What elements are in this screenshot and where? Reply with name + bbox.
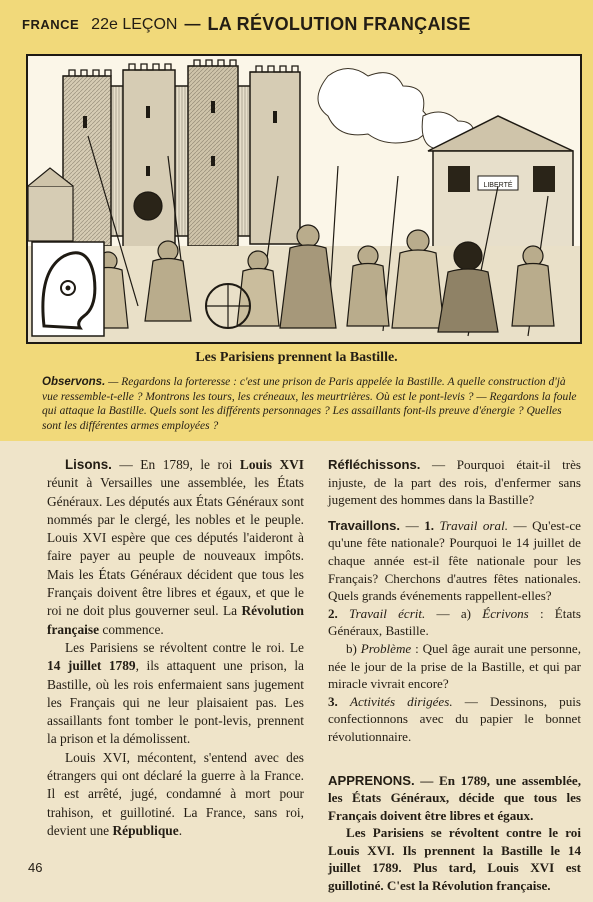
page-number: 46 xyxy=(28,860,43,875)
problem-title: Problème xyxy=(360,640,412,656)
lesson-number: 22e LEÇON xyxy=(91,15,178,33)
bonnet-inset xyxy=(32,242,104,336)
lisons-paragraph-1 xyxy=(47,456,304,639)
lesson-title: LA RÉVOLUTION FRANÇAISE xyxy=(207,14,471,34)
travaillons-problem xyxy=(328,640,581,693)
reflechissons-text: — Pourquoi était-il très injuste, de la part des rois, d'enfermer sans jugement des hommes dans la Bastille? xyxy=(328,457,581,508)
illustration-caption: Les Parisiens prennent la Bastille. xyxy=(195,350,398,365)
spacer xyxy=(328,509,581,517)
problem-text: : Quel âge aurait une personne, née le jour de la prise de la Bastille, et qui par miracle vivrait encore? xyxy=(328,640,582,692)
ecrivons-title: Écrivons xyxy=(482,605,529,621)
lisons-paragraph-3 xyxy=(47,749,304,840)
item-number: 3. xyxy=(328,693,338,709)
king-name: Louis XVI xyxy=(239,457,304,472)
right-column xyxy=(328,456,581,895)
apprenons-text: — En 1789, une assemblée, les États Généraux, décide que tous les Français doivent être libres et égaux. xyxy=(328,772,581,823)
lisons-text: réunit à Versailles une assemblée, les États Généraux. Les députés aux États Généraux sont nommés par le clergé, les nobles et le peuple. Louis XVI espère que ces députés l'aideront à faire payer au peuple de nouveaux impôts. Mais les États Généraux décident que tous les Français doivent être libres et égaux, et que le roi ne doit plus gouverner seul. La xyxy=(47,475,304,619)
oral-work-title: Travail oral. xyxy=(439,517,508,533)
observons-text: — Regardons la forteresse : c'est une prison de Paris appelée la Bastille. A quelle construction d'jà vue ressemble-t-elle ? Montrons les tours, les créneaux, les meurtrières. Où est le pont-levis ? — Regardons la foule qui attaque la Bastille. Quels sont les différents personnages ? Les assaillants font-ils preuve d'énergie ? Quelles sont les différentes armes employées ? xyxy=(42,376,577,432)
lisons-text: commence. xyxy=(99,621,164,637)
travaillons-item-1 xyxy=(328,517,581,605)
bastille-drawing xyxy=(28,56,580,342)
apprenons-label: APPRENONS. xyxy=(328,772,415,788)
spacer xyxy=(328,746,581,772)
lisons-text: Les Parisiens se révoltent contre le roi. Le xyxy=(65,639,304,655)
guardhouse-poster: LIBERTÉ xyxy=(483,182,513,189)
activities-text: — Dessinons, puis confectionnons avec du papier le bonnet révolutionnaire. xyxy=(328,693,581,744)
country-label: FRANCE xyxy=(22,17,80,32)
reflechissons-section xyxy=(328,456,581,509)
republic-term: République xyxy=(112,822,179,838)
apprenons-paragraph-2: Les Parisiens se révoltent contre le roi Louis XVI. Ils prennent la Bastille le 14 juillet 1789. Plus tard, Louis XVI est guillotiné. C'est la Révolution française. xyxy=(328,825,581,894)
left-column xyxy=(47,456,304,840)
item-number: 1. xyxy=(424,517,435,533)
written-work-sep: — a) xyxy=(425,605,483,621)
lisons-text: — En 1789, le roi xyxy=(111,457,240,472)
title-separator: — xyxy=(184,15,201,33)
travaillons-label: Travaillons. xyxy=(328,517,401,533)
revolution-term: Révolution française xyxy=(47,603,304,637)
lesson-header xyxy=(22,14,582,38)
ecrivons-text: : États Généraux, Bastille. xyxy=(328,605,581,639)
reflechissons-label: Réfléchissons. xyxy=(328,457,421,472)
written-work-title: Travail écrit. xyxy=(349,605,426,621)
fortress xyxy=(63,60,300,248)
item-number: 2. xyxy=(328,605,338,621)
lisons-label: Lisons. xyxy=(65,457,112,472)
apprenons-paragraph-1 xyxy=(328,772,581,825)
lisons-text: Louis XVI, mécontent, s'entend avec des étrangers qui ont déclaré la guerre à la France. Il est arrêté, jugé, condamné à mort pour trahison, et guillotiné. La France, sans roi, devient une xyxy=(47,749,304,838)
problem-label: b) xyxy=(346,640,361,656)
observons-label: Observons. xyxy=(42,376,106,388)
bastille-illustration xyxy=(26,54,582,344)
bastille-date: 14 juillet 1789 xyxy=(47,658,136,674)
lisons-paragraph-2 xyxy=(47,639,304,749)
travaillons-item-3 xyxy=(328,693,581,746)
activities-title: Activités dirigées. xyxy=(349,693,453,709)
travaillons-item-2 xyxy=(328,605,581,640)
lisons-text: , ils attaquent une prison, la Bastille, où les rois enfermaient sans jugement les Français qui ne leur plaisaient pas. Les assaillants font tomber le pont-levis, prennent la prison et la démolissent. xyxy=(47,658,305,747)
observons-section xyxy=(42,375,577,433)
oral-work-text: — Qu'est-ce qu'une fête nationale? Pourquoi le 14 juillet de chaque année est-il fête nationale pour les Français? Cherchons d'autres fêtes nationales. Quels grands événements rappellent-elles? xyxy=(328,517,581,604)
lisons-text: . xyxy=(178,822,183,838)
travaillons-sep: — xyxy=(400,517,425,533)
